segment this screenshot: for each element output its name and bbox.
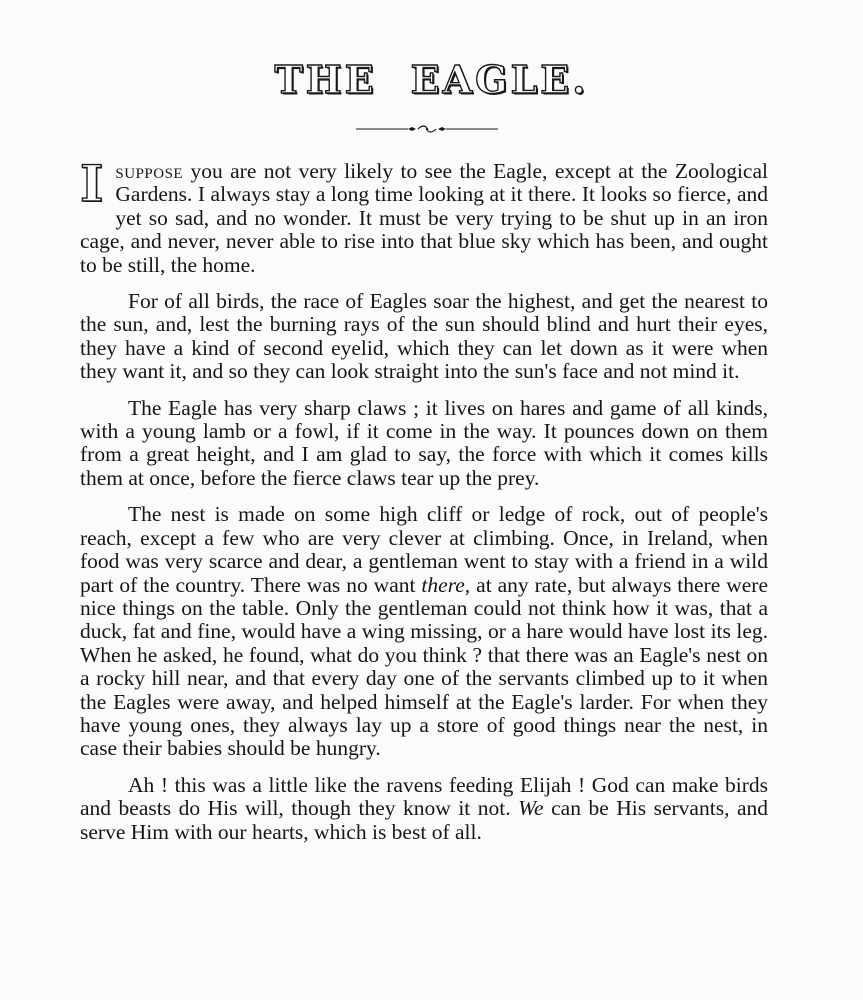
ornament-divider-icon [356,124,498,134]
paragraph-5 [80,774,768,844]
paragraph-4-text-before: The nest is made on some high cliff or ledge of rock, out of people's reach, except a few who are very clever at climbing. Once, in Ireland, when food was very scarce and dear, a gentleman went to stay with a friend in a wild part of the country. There was no want [80,502,768,597]
small-caps-word: suppose [115,159,184,183]
title-word-the: THE [274,57,377,102]
paragraph-5-emphasis: We [518,796,544,821]
body-text [80,154,768,857]
paragraph-5-text-after: can be His servants, and serve Him with our hearts, which is best of all. [80,796,768,844]
paragraph-4-emphasis: there, [421,572,471,597]
paragraph-1-text: you are not very likely to see the Eagle, except at the Zoological Gardens. I always stay a long time looking at it there. It looks so fierce, and yet so sad, and no wonder. It must be very trying to be shut up in an iron cage, and never, never able to rise into that blue sky which has been, and ought to be still, the home. [80,159,768,277]
paragraph-4 [80,503,768,760]
paragraph-1 [80,154,768,277]
page-title [0,58,863,102]
paragraph-3: The Eagle has very sharp claws ; it lives on hares and game of all kinds, with a young lamb or a fowl, if it come in the way. It pounces down on them from a great height, and I am glad to say, the force with which it comes kills them at once, before the fierce claws tear up the prey. [80,395,768,490]
paragraph-2: For of all birds, the race of Eagles soar the highest, and get the nearest to the sun, and, lest the burning rays of the sun should blind and hurt their eyes, they have a kind of second eyelid, which they can let down as it were when they want it, and so they can look straight into the sun's face and not mind it. [80,289,768,384]
paragraph-5-text-before: Ah ! this was a little like the ravens feeding Elijah ! God can make birds and beasts do His will, though they know it not. [80,772,768,821]
title-word-eagle: EAGLE. [410,57,589,102]
paragraph-4-text-after: at any rate, but always there were nice things on the table. Only the gentleman could not think how it was, that a duck, fat and fine, would have a wing missing, or a hare would have lost its leg. When he asked, he found, what do you think ? that there was an Eagle's nest on a rocky hill near, and that every day one of the servants climbed up to it when the Eagles were away, and helped himself at the Eagle's larder. For when they have young ones, they always lay up a store of good things near the nest, in case their babies should be hungry. [80,572,768,761]
drop-cap: I [80,154,104,213]
